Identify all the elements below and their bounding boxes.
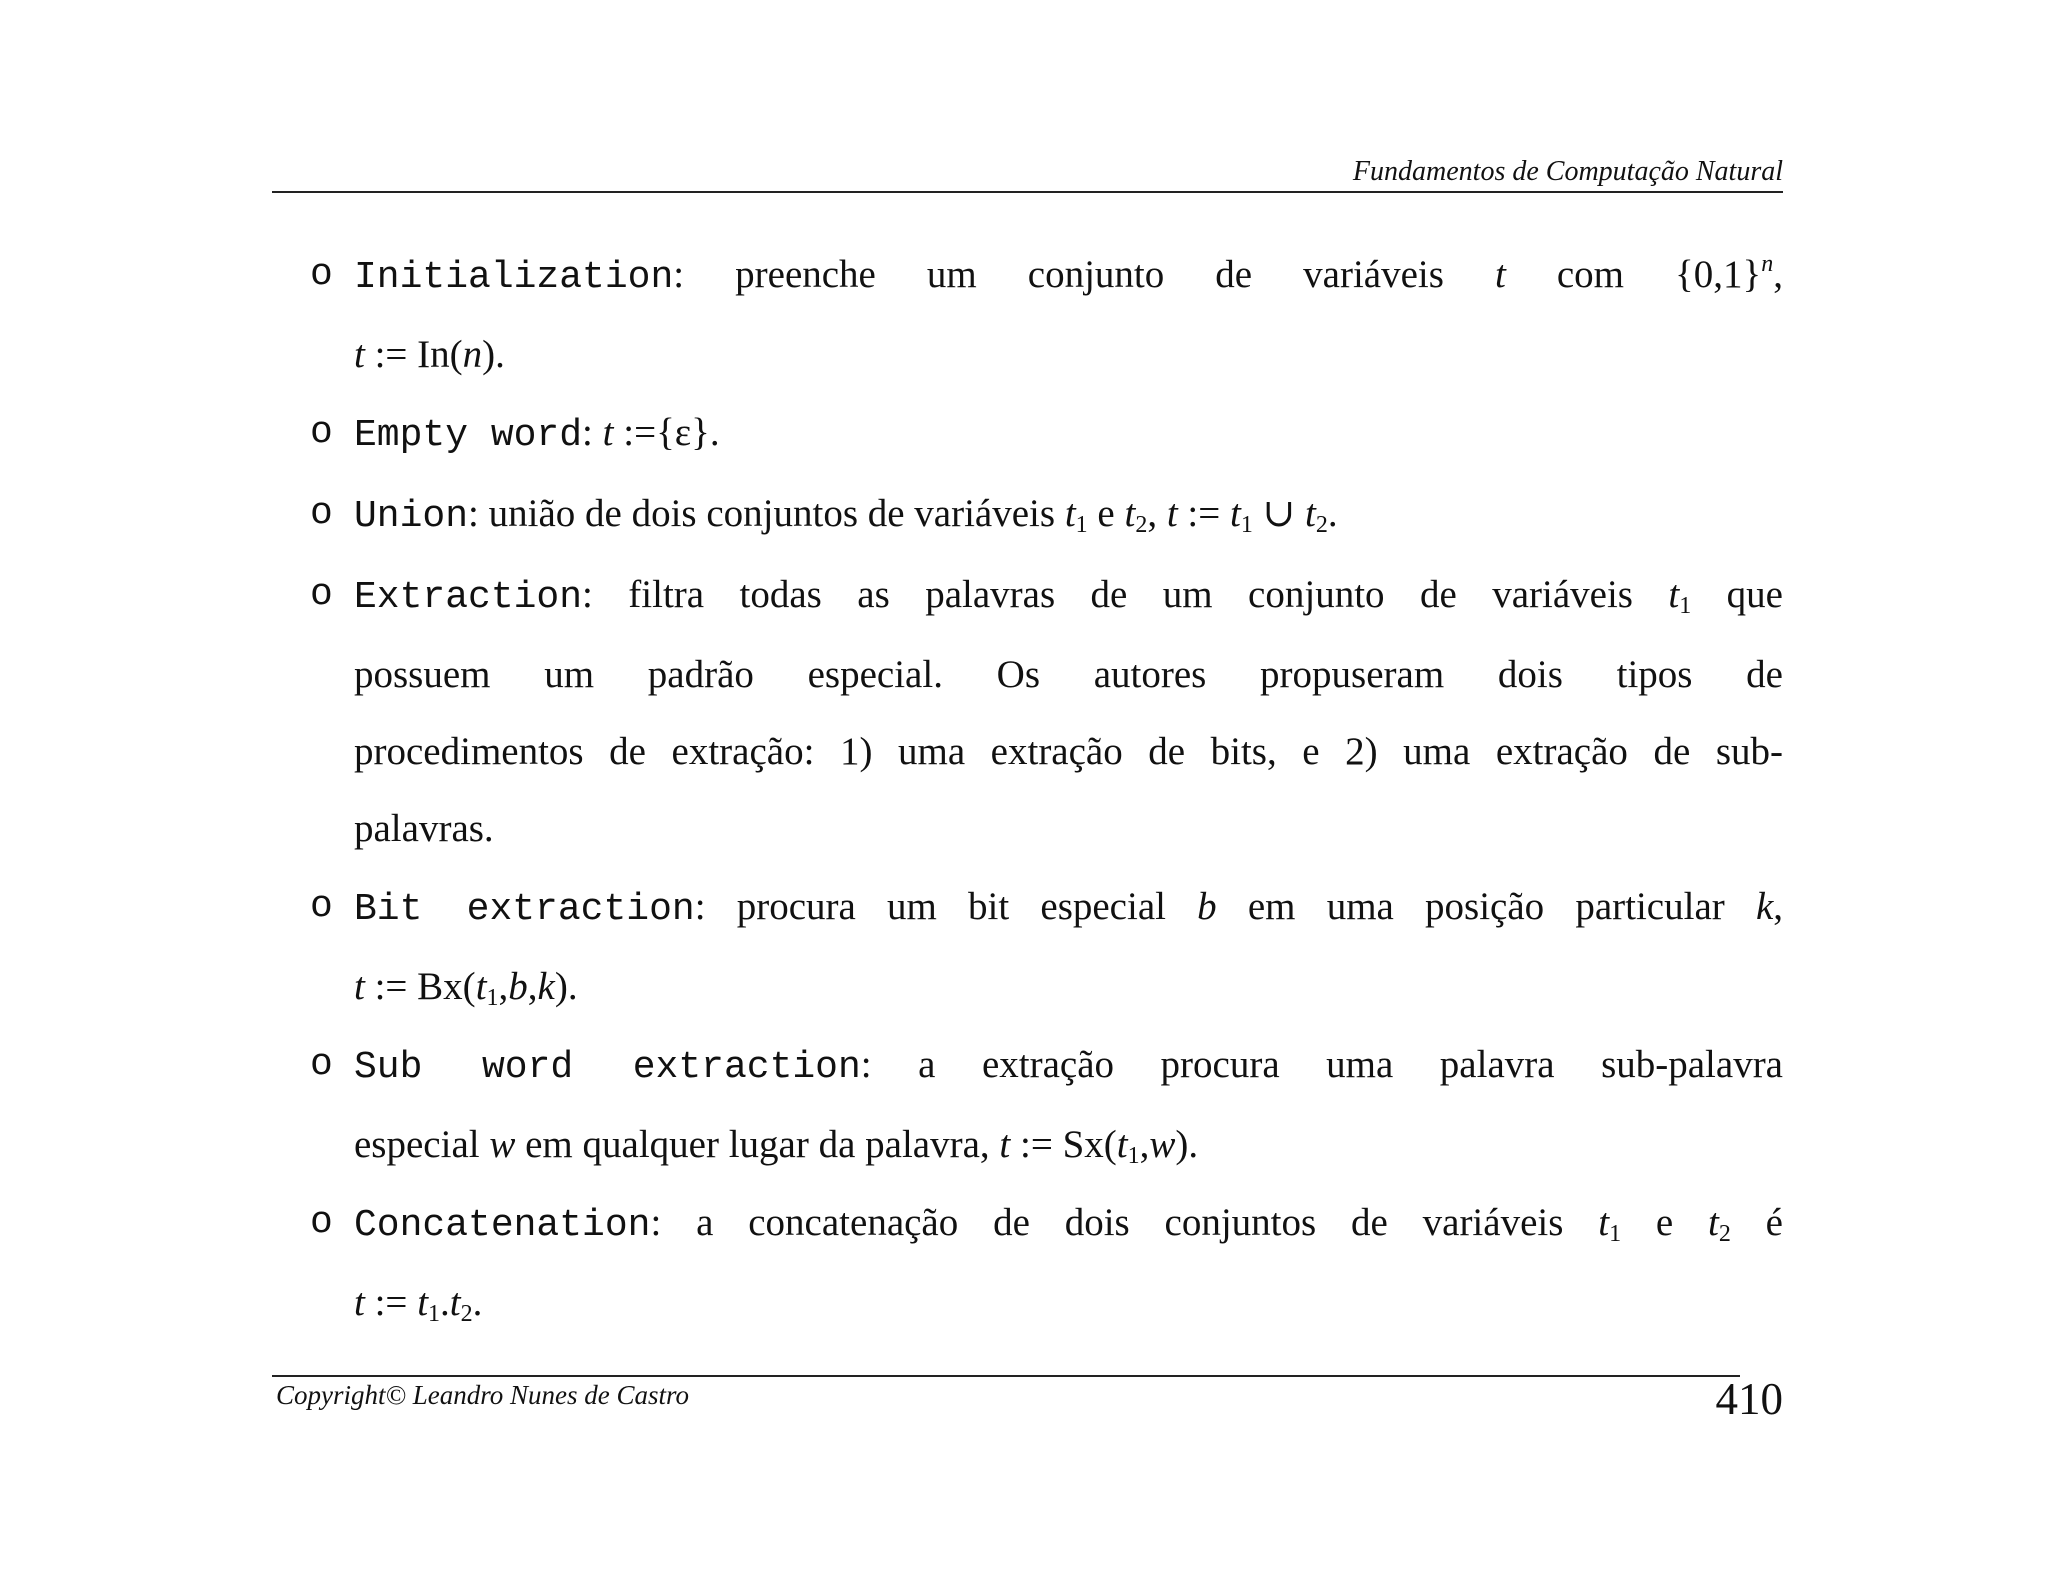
line: Empty word: t :={ε}.	[354, 411, 720, 457]
line: t := In(n).	[354, 333, 505, 376]
line: possuem um padrão especial. Os autores propuseram dois tipos de	[354, 653, 1783, 696]
line: t := $Bx(t_1,b,k)$.	[354, 965, 578, 1011]
header-divider	[272, 191, 1783, 193]
list-item-concatenation	[310, 1184, 1783, 1341]
bullet: o	[310, 411, 333, 454]
line: Bit extraction: procura um bit especial b em uma posição particular k,	[354, 885, 1783, 931]
list-item-sub-word-extraction	[310, 1026, 1783, 1183]
bullet: o	[310, 253, 333, 296]
copyright-notice: Copyright© Leandro Nunes de Castro	[276, 1380, 690, 1410]
line: palavras.	[354, 807, 494, 850]
bullet: o	[310, 492, 333, 535]
line: Union: união de dois conjuntos de variáveis $t_1$ e $t_2$, t := $t_1$ ∪ $t_2$.	[354, 492, 1338, 538]
footer-divider	[272, 1375, 1740, 1377]
line: Sub word extraction: a extração procura uma palavra sub-palavra	[354, 1043, 1783, 1089]
list-item-extraction	[310, 556, 1783, 867]
bullet: o	[310, 1201, 333, 1244]
page-number: 410	[1715, 1374, 1783, 1424]
term-bit-extraction: Bit extraction	[354, 888, 695, 931]
term-empty-word: Empty word	[354, 414, 583, 457]
line: Concatenation: a concatenação de dois conjuntos de variáveis $t_1$ e $t_2$ é	[354, 1201, 1783, 1247]
line: t := $t_1.t_2$.	[354, 1281, 483, 1327]
line: especial w em qualquer lugar da palavra, t := $Sx(t_1,w)$.	[354, 1123, 1199, 1169]
running-header: Fundamentos de Computação Natural	[1352, 156, 1783, 187]
line: procedimentos de extração: 1) uma extração de bits, e 2) uma extração de sub-	[354, 730, 1783, 773]
list-item-bit-extraction	[310, 868, 1783, 1025]
bullet: o	[310, 885, 333, 928]
bullet: o	[310, 573, 333, 616]
line: Initialization: preenche um conjunto de variáveis t com $\{0,1\}^n$,	[354, 251, 1783, 299]
term-union: Union	[354, 495, 469, 538]
term-extraction: Extraction	[354, 576, 583, 619]
term-initialization: Initialization	[354, 256, 674, 299]
definition-list	[310, 236, 1783, 1342]
line: Extraction: filtra todas as palavras de um conjunto de variáveis $t_1$ que	[354, 573, 1783, 619]
term-concatenation: Concatenation	[354, 1204, 651, 1247]
term-sub-word-extraction: Sub word extraction	[354, 1046, 861, 1089]
list-item-empty-word	[310, 394, 1783, 474]
list-item-union	[310, 475, 1783, 555]
list-item-initialization	[310, 236, 1783, 393]
bullet: o	[310, 1043, 333, 1086]
